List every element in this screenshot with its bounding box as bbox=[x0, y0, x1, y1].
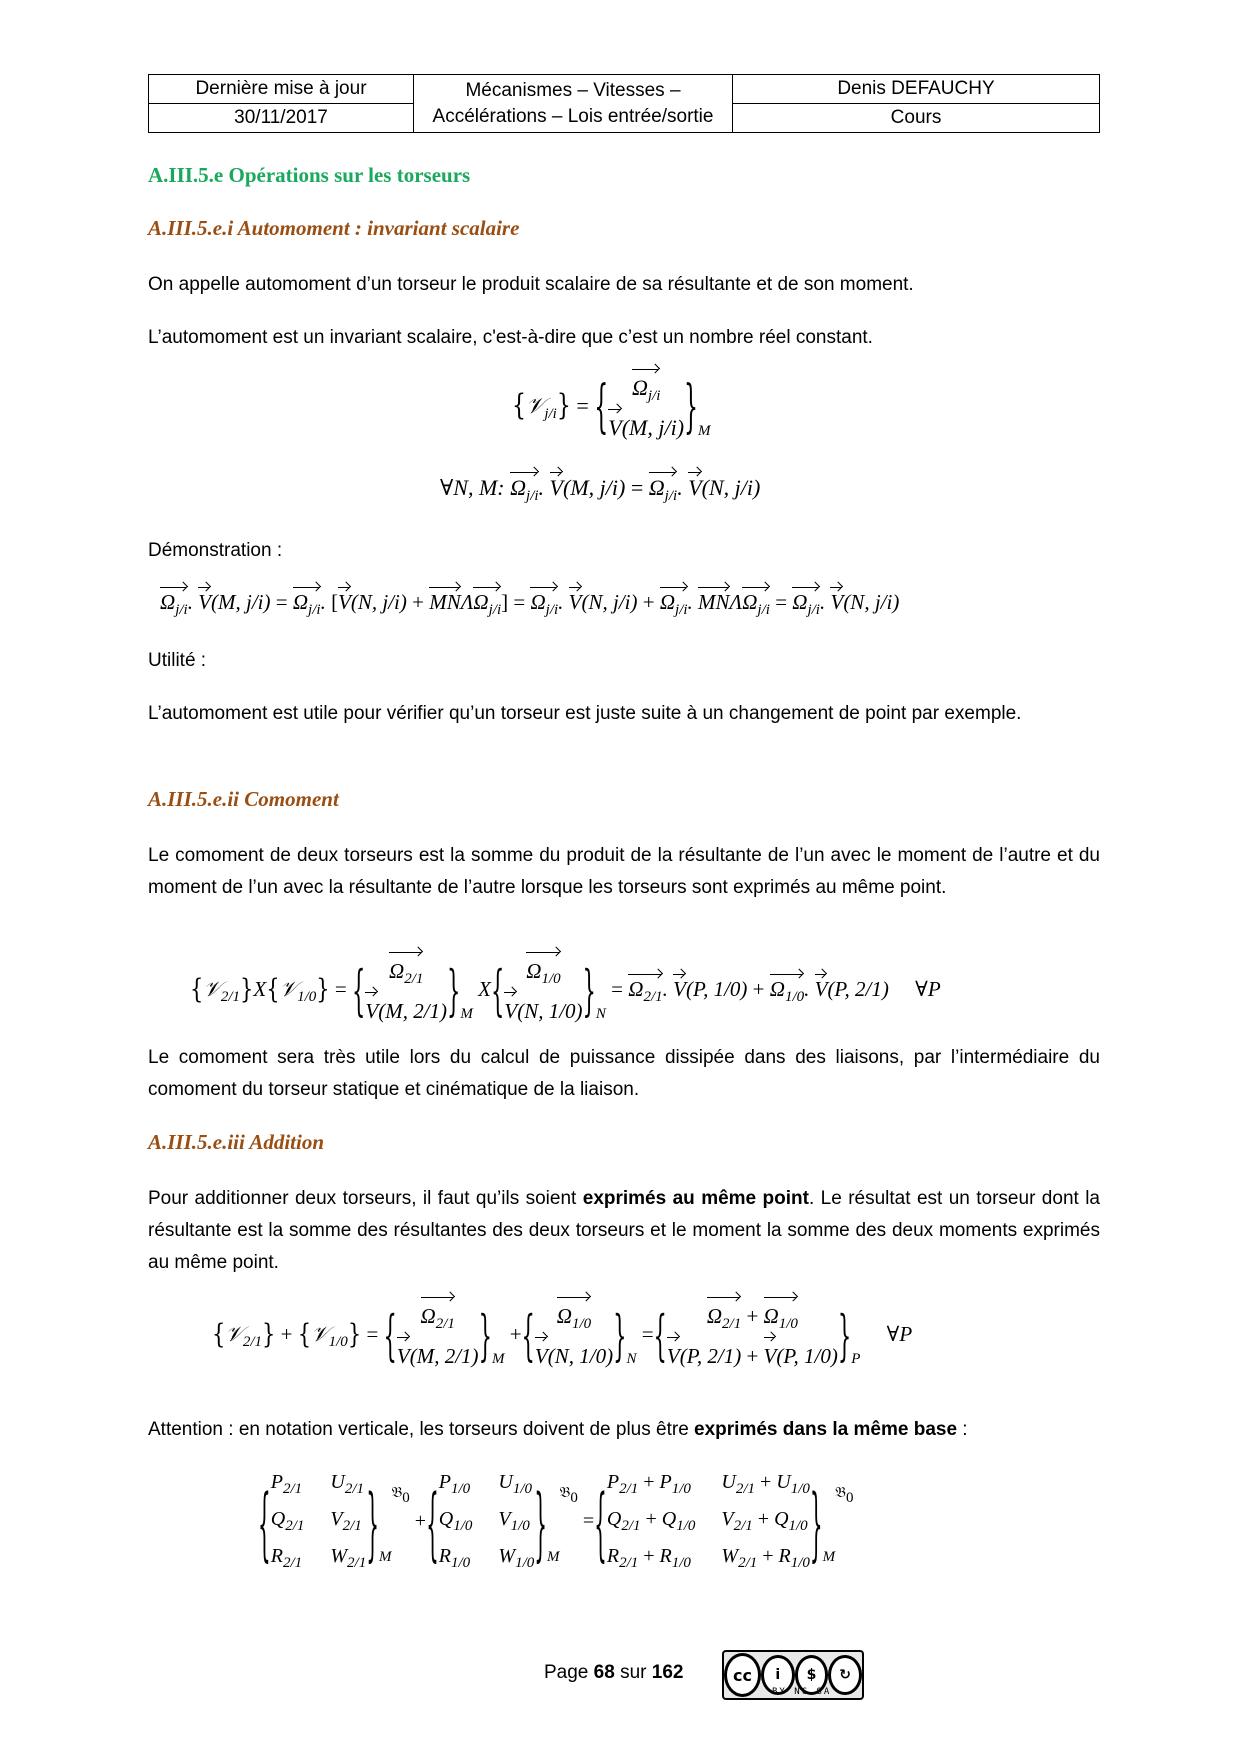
creative-commons-license-icon bbox=[722, 1650, 864, 1700]
cc-icon: cc bbox=[724, 1653, 761, 1697]
header-date: 30/11/2017 bbox=[149, 104, 414, 133]
automoment-invariant: L’automoment est un invariant scalaire, c'est-à-dire que c’est un nombre réel constant. bbox=[148, 327, 873, 348]
addition-title: A.III.5.e.iii Addition bbox=[148, 1130, 325, 1154]
header-author: Denis DEFAUCHY bbox=[733, 75, 1100, 104]
equation-demonstration: $\Omega_{j/i}$. V(M, $j/i) = \Omega_{j/i}$. [V(N, $j/i) + MN\Lambda\Omega_{j/i}] = \Omega_{j/i}$. V(N, $j/i) + \Omega_{j/i}$. $MN\Lambda\Omega_{j/i} = \Omega_{j/i}$. V(N, j/i) bbox=[160, 590, 900, 618]
equation-addition: {𝒱$_{2/1}$} + {𝒱$_{1/0}$} = { $\Omega_{2/1}$ V(M, 2/1) }$_M$ +{ $\Omega_{1/0}$ V(N, 1/0) }$_N$ ={ $\Omega_{2/1} + \Omega_{1/0}$ V(P, 2/1) + V(P, 1/0) }$_P$ ∀P bbox=[212, 1300, 912, 1372]
header-table bbox=[148, 74, 1100, 133]
automoment-definition: On appelle automoment d’un torseur le produit scalaire de sa résultante et de son moment. bbox=[148, 274, 914, 295]
utilite-label: Utilité : bbox=[148, 650, 207, 671]
comoment-title: A.III.5.e.ii Comoment bbox=[148, 787, 339, 811]
by-icon: i bbox=[761, 1655, 795, 1695]
equation-torseur: {𝒱$_{j/i}$} = { $\Omega_{j/i}$ V(M, j/i) }$_M$ bbox=[512, 372, 711, 444]
page-number: Page 68 sur 162 bbox=[544, 1662, 684, 1683]
license-label: BY NC SA bbox=[772, 1687, 832, 1697]
addition-definition: Pour additionner deux torseurs, il faut qu’ils soient exprimés au même point. Le résultat est un torseur dont la résultante est la somme des résultantes des deux torseurs et le moment la somme des deux moments exprimés au même point. bbox=[148, 1188, 1100, 1273]
header-doc-type: Cours bbox=[733, 104, 1100, 133]
addition-warning: Attention : en notation verticale, les torseurs doivent de plus être exprimés dans la même base : bbox=[148, 1419, 968, 1440]
equation-invariant: ∀N, M: $\Omega_{j/i}$. V(M, $j/i) = \Omega_{j/i}$. V(N, j/i) bbox=[440, 475, 761, 504]
header-last-update-label: Dernière mise à jour bbox=[149, 75, 414, 104]
section-title: A.III.5.e Opérations sur les torseurs bbox=[148, 163, 471, 187]
equation-comoment: {𝒱$_{2/1}$}X{𝒱$_{1/0}$} = { $\Omega_{2/1}$ V(M, 2/1) }$_M$ X{ $\Omega_{1/0}$ V(N, 1/0) }$_N = \Omega_{2/1}$. V(P, $1/0) + \Omega_{1/0}$. V(P, 2/1) ∀P bbox=[190, 955, 941, 1027]
comoment-definition: Le comoment de deux torseurs est la somme du produit de la résultante de l’un avec le moment de l’autre et du moment de l’un avec la résultante de l’autre lorsque les torseurs sont exprimés au même point. bbox=[148, 845, 1100, 898]
header-title: Mécanismes – Vitesses – Accélérations – Lois entrée/sortie bbox=[414, 75, 733, 133]
equation-matrix-addition: { $P_{2/1}$ $U_{2/1}$ $Q_{2/1}$ $V_{2/1}$ $R_{2/1}$ $W_{2/1}$ }$_M^{𝔅_0}$ +{ $P_{1/0}$ $U_{1/0}$ $Q_{1/0}$ $V_{1/0}$ $R_{1/0}$ $W_{1/0}$ }$_M^{𝔅_0}$ ={ $P_{2/1} + P_{1/0}$ $U_{2/1} + U_{1/0}$ $Q_{2/1} + Q_{1/0}$ $V_{2/1} + Q_{1/0}$ $R_{2/1} + R_{1/0}$ $W_{2/1} + R_{1/0}$ }$_M^{𝔅_0}$ bbox=[258, 1471, 854, 1571]
demonstration-label: Démonstration : bbox=[148, 540, 283, 561]
automoment-title: A.III.5.e.i Automoment : invariant scalaire bbox=[148, 216, 520, 240]
sa-icon: ↻ bbox=[828, 1655, 862, 1695]
comoment-usage: Le comoment sera très utile lors du calcul de puissance dissipée dans des liaisons, par l’intermédiaire du comoment du torseur statique et cinématique de la liaison. bbox=[148, 1047, 1100, 1100]
automoment-utility-text: L’automoment est utile pour vérifier qu’un torseur est juste suite à un changement de point par exemple. bbox=[148, 703, 1022, 724]
nc-icon: $ bbox=[795, 1655, 829, 1695]
